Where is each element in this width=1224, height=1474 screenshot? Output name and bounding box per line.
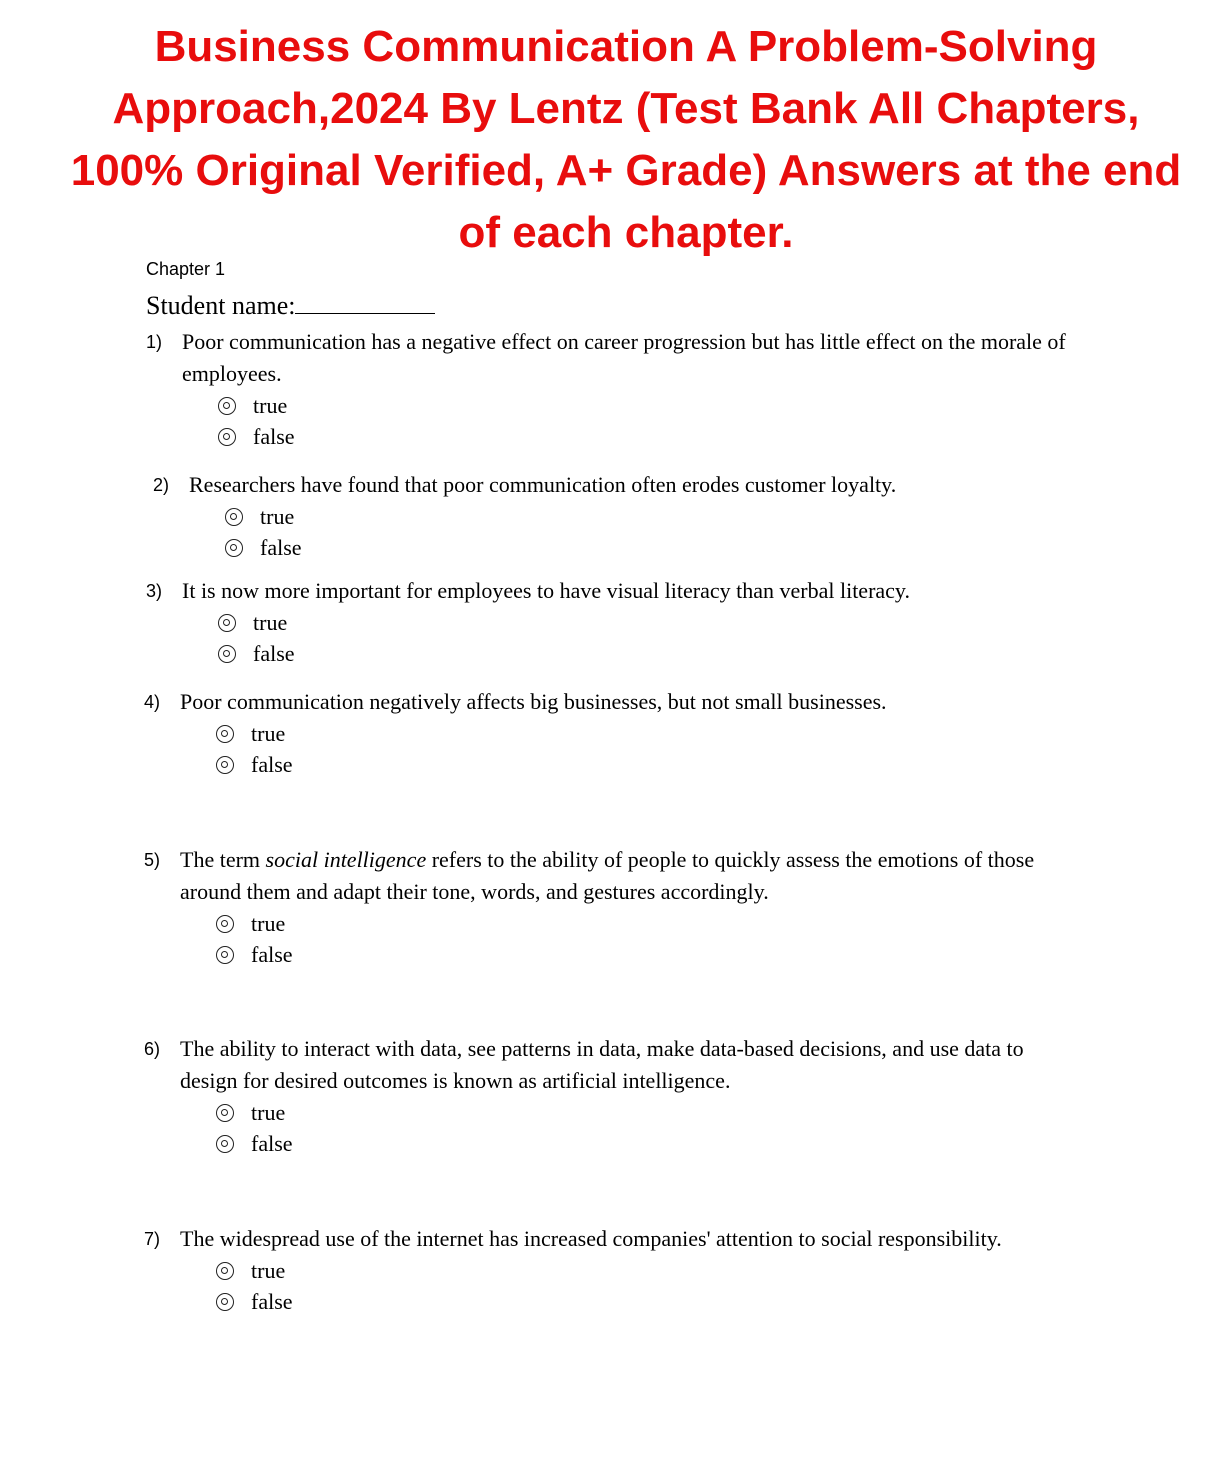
option-label: true [251,911,286,936]
option-false[interactable] [216,1128,1084,1159]
option-label: true [260,504,295,529]
option-false[interactable] [218,638,1066,669]
question-5 [144,844,1064,970]
answer-options [216,1097,1084,1159]
option-true[interactable] [216,1097,1084,1128]
question-1 [146,326,1066,452]
option-label: true [251,1100,286,1125]
radio-circle-icon[interactable] [218,428,236,446]
radio-circle-icon[interactable] [216,756,234,774]
option-label: true [253,393,288,418]
question-number: 6) [144,1039,161,1059]
option-true[interactable] [225,501,1073,532]
option-false[interactable] [218,421,1066,452]
radio-circle-icon[interactable] [216,1135,234,1153]
radio-circle-icon[interactable] [225,508,243,526]
question-text: It is now more important for employees to have visual literacy than verbal literacy. [182,578,910,603]
document-title: Business Communication A Problem-Solving Approach,2024 By Lentz (Test Bank All Chapters, 100% Original Verified, A+ Grade) Answers at the end of each chapter. [70,22,1182,257]
answer-options [216,1255,1104,1317]
question-text: The widespread use of the internet has increased companies' attention to social responsibility. [180,1226,1002,1251]
radio-circle-icon[interactable] [216,1262,234,1280]
radio-circle-icon[interactable] [216,915,234,933]
option-false[interactable] [216,939,1064,970]
student-name-blank[interactable] [295,291,435,314]
option-label: false [251,1289,293,1314]
option-label: false [251,1131,293,1156]
question-text: Poor communication negatively affects big businesses, but not small businesses. [180,689,887,714]
radio-circle-icon[interactable] [216,725,234,743]
question-number: 2) [153,475,170,495]
option-label: false [251,752,293,777]
answer-options [218,607,1066,669]
answer-options [225,501,1073,563]
option-true[interactable] [216,718,1064,749]
option-true[interactable] [216,1255,1104,1286]
chapter-label: Chapter 1 [146,259,226,279]
option-true[interactable] [216,908,1064,939]
question-number: 1) [146,332,163,352]
radio-circle-icon[interactable] [218,397,236,415]
option-false[interactable] [216,1286,1104,1317]
question-text-part: The term [180,847,266,872]
question-number: 4) [144,692,161,712]
radio-circle-icon[interactable] [225,539,243,557]
option-label: false [253,641,295,666]
option-true[interactable] [218,607,1066,638]
answer-options [216,908,1064,970]
option-label: false [251,942,293,967]
question-6 [144,1033,1084,1159]
option-false[interactable] [225,532,1073,563]
radio-circle-icon[interactable] [218,614,236,632]
option-label: true [251,1258,286,1283]
option-true[interactable] [218,390,1066,421]
answer-options [216,718,1064,780]
radio-circle-icon[interactable] [218,645,236,663]
question-3 [146,575,1066,669]
option-label: true [251,721,286,746]
question-4 [144,686,1064,780]
option-label: false [253,424,295,449]
question-text: Researchers have found that poor communication often erodes customer loyalty. [189,472,897,497]
student-name-label: Student name: [146,291,296,320]
question-number: 3) [146,581,163,601]
question-number: 7) [144,1229,161,1249]
question-number: 5) [144,850,161,870]
question-text: The ability to interact with data, see patterns in data, make data-based decisions, and use data to design for desired outcomes is known as artificial intelligence. [180,1036,1024,1093]
question-2 [153,469,1073,563]
question-text: Poor communication has a negative effect on career progression but has little effect on the morale of employees. [182,329,1066,386]
emphasized-term: social intelligence [265,847,427,872]
option-false[interactable] [216,749,1064,780]
radio-circle-icon[interactable] [216,1104,234,1122]
question-7 [144,1223,1104,1317]
radio-circle-icon[interactable] [216,1293,234,1311]
option-label: true [253,610,288,635]
question-text [180,844,1064,908]
option-label: false [260,535,302,560]
question-text-part: refers to the ability of people to quickly assess the emotions of those around them and adapt their tone, words, and gestures accordingly. [180,847,1035,904]
answer-options [218,390,1066,452]
student-name-line [146,290,435,322]
radio-circle-icon[interactable] [216,946,234,964]
